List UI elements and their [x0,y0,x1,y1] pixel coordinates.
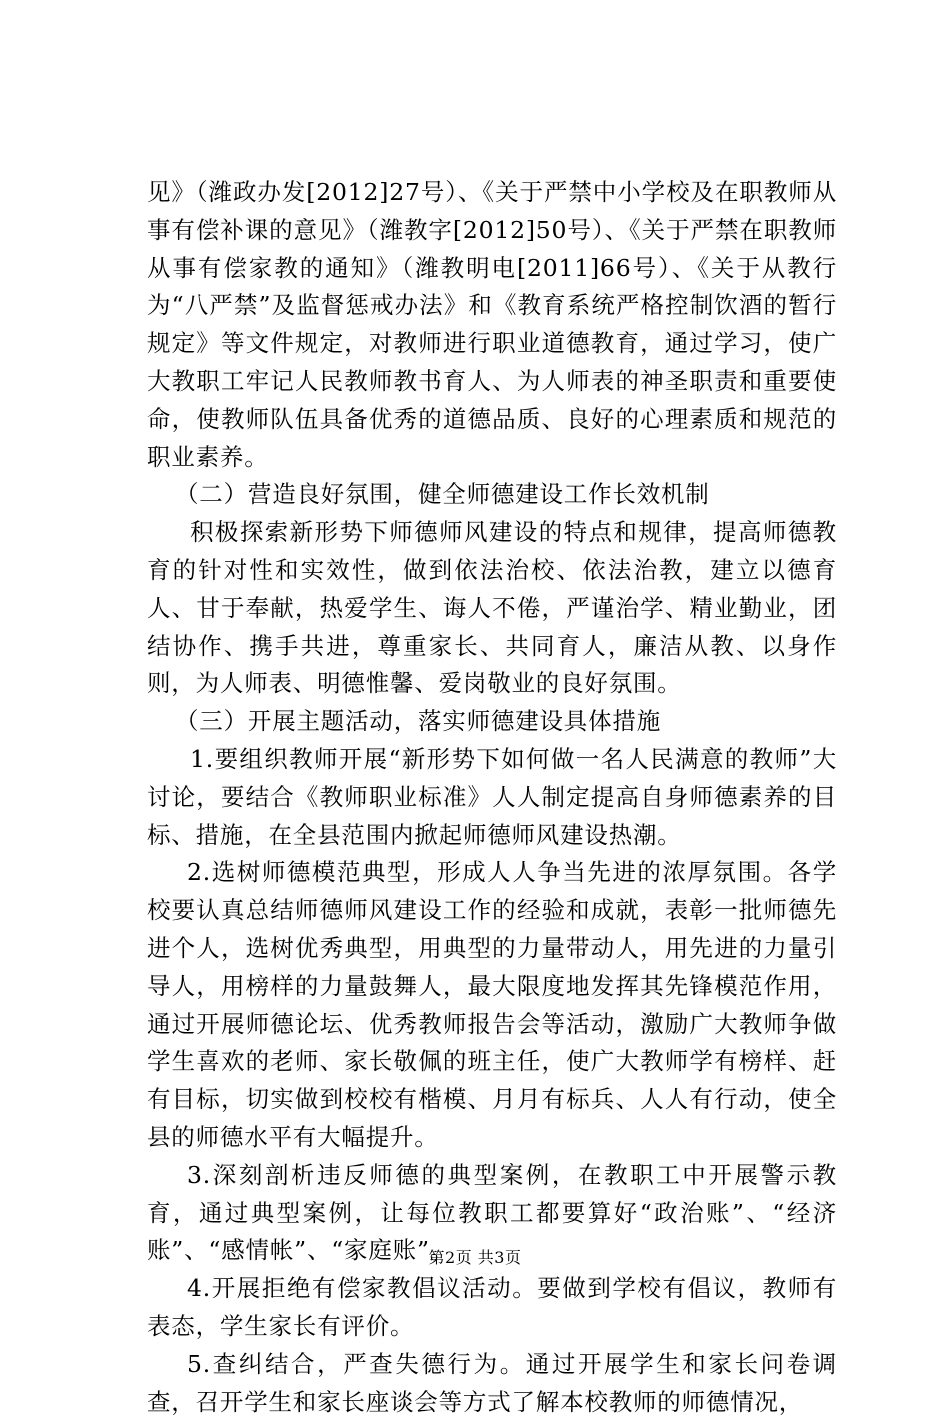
list-item-3: 3.深刻剖析违反师德的典型案例，在教职工中开展警示教育，通过典型案例，让每位教职工都要算好“政治账”、“经济账”、“感情帐”、“家庭账”。 [147,1160,837,1265]
list-item-1: 1.要组织教师开展“新形势下如何做一名人民满意的教师”大讨论，要结合《教师职业标准》人人制定提高自身师德素养的目标、措施，在全县范围内掀起师德师风建设热潮。 [147,744,837,849]
section-heading-3: （三）开展主题活动，落实师德建设具体措施 [175,707,661,736]
paragraph-document-references: 见》（潍政办发[2012]27号）、《关于严禁中小学校及在职教师从事有偿补课的意见》（潍教字[2012]50号）、《关于严禁在职教师从事有偿家教的通知》（潍教明电[2011]66号）、《关于从教行为“八严禁”及监督惩戒办法》和《教育系统严格控制饮酒的暂行规定》等文件规定，对教师进行职业道德教育，通过学习，使广大教职工牢记人民教师教书育人、为人师表的神圣职责和重要使命，使教师队伍具备优秀的道德品质、良好的心理素质和规范的职业素养。 [147,178,837,471]
list-item-2: 2.选树师德模范典型，形成人人争当先进的浓厚氛围。各学校要认真总结师德师风建设工作的经验和成就，表彰一批师德先进个人，选树优秀典型，用典型的力量带动人，用先进的力量引导人，用榜样的力量鼓舞人，最大限度地发挥其先锋模范作用，通过开展师德论坛、优秀教师报告会等活动，激励广大教师争做学生喜欢的老师、家长敬佩的班主任，使广大教师学有榜样、赶有目标，切实做到校校有楷模、月月有标兵、人人有行动，使全县的师德水平有大幅提升。 [147,858,837,1151]
section-heading-2: （二）营造良好氛围，健全师德建设工作长效机制 [175,480,710,509]
list-item-5: 5.查纠结合，严查失德行为。通过开展学生和家长问卷调查，召开学生和家长座谈会等方式了解本校教师的师德情况， [147,1349,837,1416]
page-number-footer: 第2页 共3页 [428,1248,522,1267]
paragraph-atmosphere: 积极探索新形势下师德师风建设的特点和规律，提高师德教育的针对性和实效性，做到依法治校、依法治教，建立以德育人、甘于奉献，热爱学生、诲人不倦，严谨治学、精业勤业，团结协作、携手共进，尊重家长、共同育人，廉洁从教、以身作则，为人师表、明德惟馨、爱岗敬业的良好氛围。 [147,518,837,698]
document-body [147,174,837,1421]
list-item-4: 4.开展拒绝有偿家教倡议活动。要做到学校有倡议，教师有表态，学生家长有评价。 [147,1274,837,1340]
